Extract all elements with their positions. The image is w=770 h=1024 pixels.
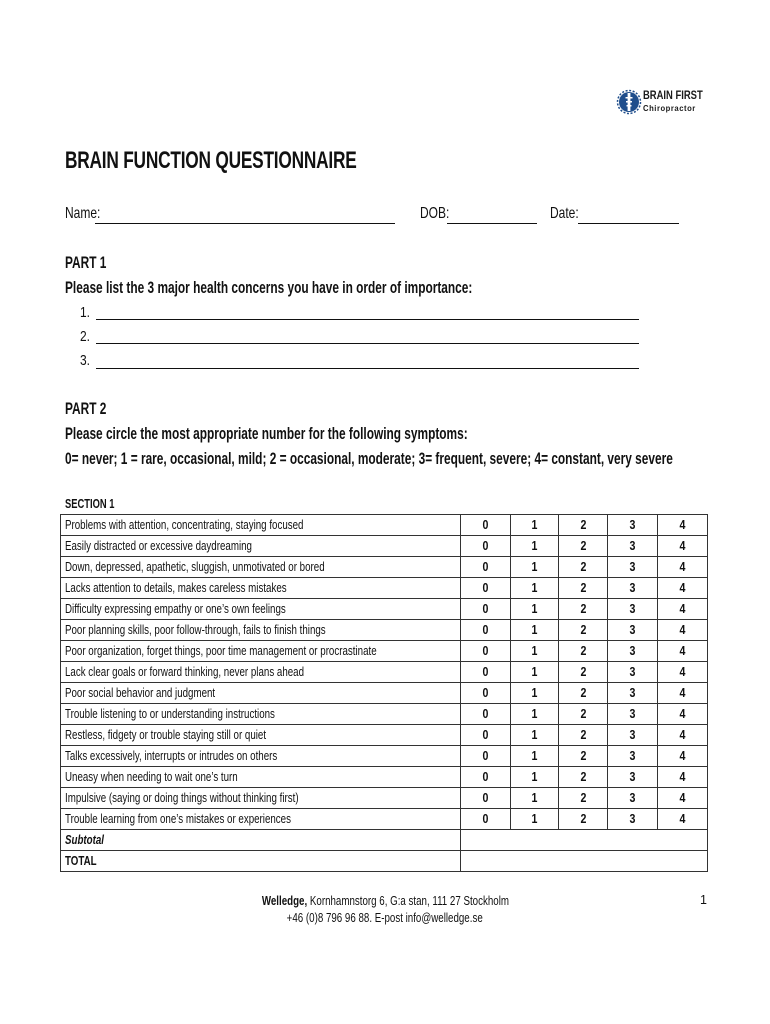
- score-option-1[interactable]: 1: [511, 557, 559, 578]
- score-option-3[interactable]: 3: [608, 683, 658, 704]
- score-option-2[interactable]: 2: [559, 578, 608, 599]
- symptom-row: [61, 599, 708, 620]
- dob-field[interactable]: [447, 223, 537, 224]
- score-option-2[interactable]: 2: [559, 788, 608, 809]
- score-option-0[interactable]: 0: [461, 578, 511, 599]
- score-option-2[interactable]: 2: [559, 557, 608, 578]
- symptom-label: Trouble learning from one’s mistakes or experiences: [61, 809, 461, 830]
- part1-heading: PART 1: [65, 254, 107, 272]
- score-option-0[interactable]: 0: [461, 683, 511, 704]
- symptom-label: Impulsive (saying or doing things without thinking first): [61, 788, 461, 809]
- score-option-1[interactable]: 1: [511, 536, 559, 557]
- subtotal-row-value-field[interactable]: [461, 830, 708, 851]
- score-option-3[interactable]: 3: [608, 704, 658, 725]
- score-option-4[interactable]: 4: [658, 662, 708, 683]
- symptom-row: [61, 767, 708, 788]
- concern-number-3: 3.: [80, 352, 91, 369]
- score-option-3[interactable]: 3: [608, 746, 658, 767]
- score-option-2[interactable]: 2: [559, 725, 608, 746]
- score-option-1[interactable]: 1: [511, 725, 559, 746]
- symptom-label: Difficulty expressing empathy or one’s own feelings: [61, 599, 461, 620]
- score-option-1[interactable]: 1: [511, 809, 559, 830]
- logo-brand-text: BRAIN FIRST: [643, 90, 703, 102]
- page-number: 1: [700, 893, 707, 907]
- score-option-4[interactable]: 4: [658, 683, 708, 704]
- concern-field-3[interactable]: [96, 368, 639, 369]
- score-option-0[interactable]: 0: [461, 620, 511, 641]
- score-option-2[interactable]: 2: [559, 641, 608, 662]
- score-option-4[interactable]: 4: [658, 620, 708, 641]
- footer-company: Welledge,: [261, 894, 307, 908]
- symptom-label: Uneasy when needing to wait one’s turn: [61, 767, 461, 788]
- score-option-4[interactable]: 4: [658, 557, 708, 578]
- symptom-row: [61, 515, 708, 536]
- symptom-label: Down, depressed, apathetic, sluggish, unmotivated or bored: [61, 557, 461, 578]
- symptom-label: Easily distracted or excessive daydreaming: [61, 536, 461, 557]
- score-option-0[interactable]: 0: [461, 599, 511, 620]
- score-option-4[interactable]: 4: [658, 704, 708, 725]
- symptom-row: [61, 683, 708, 704]
- score-option-0[interactable]: 0: [461, 725, 511, 746]
- brain-first-logo: [616, 84, 706, 124]
- symptom-label: Trouble listening to or understanding instructions: [61, 704, 461, 725]
- symptom-row: [61, 578, 708, 599]
- score-option-1[interactable]: 1: [511, 683, 559, 704]
- score-option-4[interactable]: 4: [658, 641, 708, 662]
- score-option-0[interactable]: 0: [461, 536, 511, 557]
- symptom-row: [61, 557, 708, 578]
- score-option-1[interactable]: 1: [511, 704, 559, 725]
- score-option-2[interactable]: 2: [559, 746, 608, 767]
- footer-address: Kornhamnstorg 6, G:a stan, 111 27 Stockholm: [306, 894, 509, 908]
- score-option-2[interactable]: 2: [559, 515, 608, 536]
- total-row-value-field[interactable]: [461, 851, 708, 872]
- page-title: BRAIN FUNCTION QUESTIONNAIRE: [65, 147, 357, 174]
- score-option-1[interactable]: 1: [511, 662, 559, 683]
- symptom-row: [61, 536, 708, 557]
- score-option-0[interactable]: 0: [461, 746, 511, 767]
- score-option-1[interactable]: 1: [511, 746, 559, 767]
- score-option-1[interactable]: 1: [511, 641, 559, 662]
- score-option-1[interactable]: 1: [511, 578, 559, 599]
- date-label: Date:: [550, 205, 579, 222]
- score-option-2[interactable]: 2: [559, 536, 608, 557]
- score-option-0[interactable]: 0: [461, 704, 511, 725]
- rating-scale: 0= never; 1 = rare, occasional, mild; 2 = occasional, moderate; 3= frequent, severe; 4= constant, very severe: [65, 450, 673, 468]
- score-option-4[interactable]: 4: [658, 809, 708, 830]
- footer-contact: +46 (0)8 796 96 88. E-post info@welledge.se: [286, 911, 484, 925]
- score-option-1[interactable]: 1: [511, 599, 559, 620]
- subtotal-row: [61, 830, 708, 851]
- symptom-label: Poor organization, forget things, poor time management or procrastinate: [61, 641, 461, 662]
- score-option-2[interactable]: 2: [559, 767, 608, 788]
- score-option-2[interactable]: 2: [559, 662, 608, 683]
- score-option-2[interactable]: 2: [559, 683, 608, 704]
- score-option-4[interactable]: 4: [658, 725, 708, 746]
- score-option-1[interactable]: 1: [511, 620, 559, 641]
- symptom-row: [61, 662, 708, 683]
- section1-label: SECTION 1: [65, 496, 115, 511]
- score-option-4[interactable]: 4: [658, 788, 708, 809]
- total-row: [61, 851, 708, 872]
- score-option-2[interactable]: 2: [559, 809, 608, 830]
- score-option-4[interactable]: 4: [658, 767, 708, 788]
- score-option-1[interactable]: 1: [511, 788, 559, 809]
- symptom-label: Lacks attention to details, makes careless mistakes: [61, 578, 461, 599]
- score-option-2[interactable]: 2: [559, 620, 608, 641]
- score-option-3[interactable]: 3: [608, 809, 658, 830]
- score-option-1[interactable]: 1: [511, 515, 559, 536]
- total-row-label: TOTAL: [61, 851, 461, 872]
- score-option-3[interactable]: 3: [608, 662, 658, 683]
- part2-instruction: Please circle the most appropriate number for the following symptoms:: [65, 425, 468, 443]
- logo-sub-text: Chiropractor: [643, 103, 696, 113]
- concern-field-1[interactable]: [96, 319, 639, 320]
- concern-number-2: 2.: [80, 328, 91, 345]
- score-option-3[interactable]: 3: [608, 536, 658, 557]
- score-option-3[interactable]: 3: [608, 641, 658, 662]
- score-option-4[interactable]: 4: [658, 746, 708, 767]
- part2-heading: PART 2: [65, 400, 107, 418]
- date-field[interactable]: [578, 223, 679, 224]
- score-option-3[interactable]: 3: [608, 515, 658, 536]
- name-field[interactable]: [95, 223, 395, 224]
- score-option-0[interactable]: 0: [461, 662, 511, 683]
- score-option-2[interactable]: 2: [559, 599, 608, 620]
- score-option-0[interactable]: 0: [461, 767, 511, 788]
- score-option-0[interactable]: 0: [461, 788, 511, 809]
- score-option-1[interactable]: 1: [511, 767, 559, 788]
- score-option-4[interactable]: 4: [658, 599, 708, 620]
- score-option-4[interactable]: 4: [658, 536, 708, 557]
- dob-label: DOB:: [420, 205, 450, 222]
- score-option-2[interactable]: 2: [559, 704, 608, 725]
- score-option-3[interactable]: 3: [608, 599, 658, 620]
- symptom-table: [60, 514, 708, 872]
- symptom-label: Poor planning skills, poor follow-through, fails to finish things: [61, 620, 461, 641]
- brain-first-emblem-icon: [616, 84, 642, 120]
- score-option-3[interactable]: 3: [608, 578, 658, 599]
- symptom-label: Lack clear goals or forward thinking, never plans ahead: [61, 662, 461, 683]
- symptom-row: [61, 746, 708, 767]
- symptom-row: [61, 788, 708, 809]
- score-option-3[interactable]: 3: [608, 725, 658, 746]
- symptom-row: [61, 641, 708, 662]
- symptom-label: Problems with attention, concentrating, staying focused: [61, 515, 461, 536]
- symptom-row: [61, 620, 708, 641]
- score-option-3[interactable]: 3: [608, 620, 658, 641]
- concern-field-2[interactable]: [96, 343, 639, 344]
- concern-number-1: 1.: [80, 304, 91, 321]
- symptom-row: [61, 725, 708, 746]
- score-option-3[interactable]: 3: [608, 557, 658, 578]
- score-option-4[interactable]: 4: [658, 515, 708, 536]
- symptom-row: [61, 704, 708, 725]
- subtotal-row-label: Subtotal: [61, 830, 461, 851]
- footer: [200, 893, 570, 927]
- score-option-3[interactable]: 3: [608, 767, 658, 788]
- score-option-0[interactable]: 0: [461, 809, 511, 830]
- score-option-4[interactable]: 4: [658, 578, 708, 599]
- symptom-label: Poor social behavior and judgment: [61, 683, 461, 704]
- symptom-label: Restless, fidgety or trouble staying still or quiet: [61, 725, 461, 746]
- score-option-0[interactable]: 0: [461, 515, 511, 536]
- symptom-row: [61, 809, 708, 830]
- name-label: Name:: [65, 205, 101, 222]
- score-option-3[interactable]: 3: [608, 788, 658, 809]
- score-option-0[interactable]: 0: [461, 641, 511, 662]
- part1-instruction: Please list the 3 major health concerns you have in order of importance:: [65, 279, 473, 297]
- score-option-0[interactable]: 0: [461, 557, 511, 578]
- symptom-label: Talks excessively, interrupts or intrudes on others: [61, 746, 461, 767]
